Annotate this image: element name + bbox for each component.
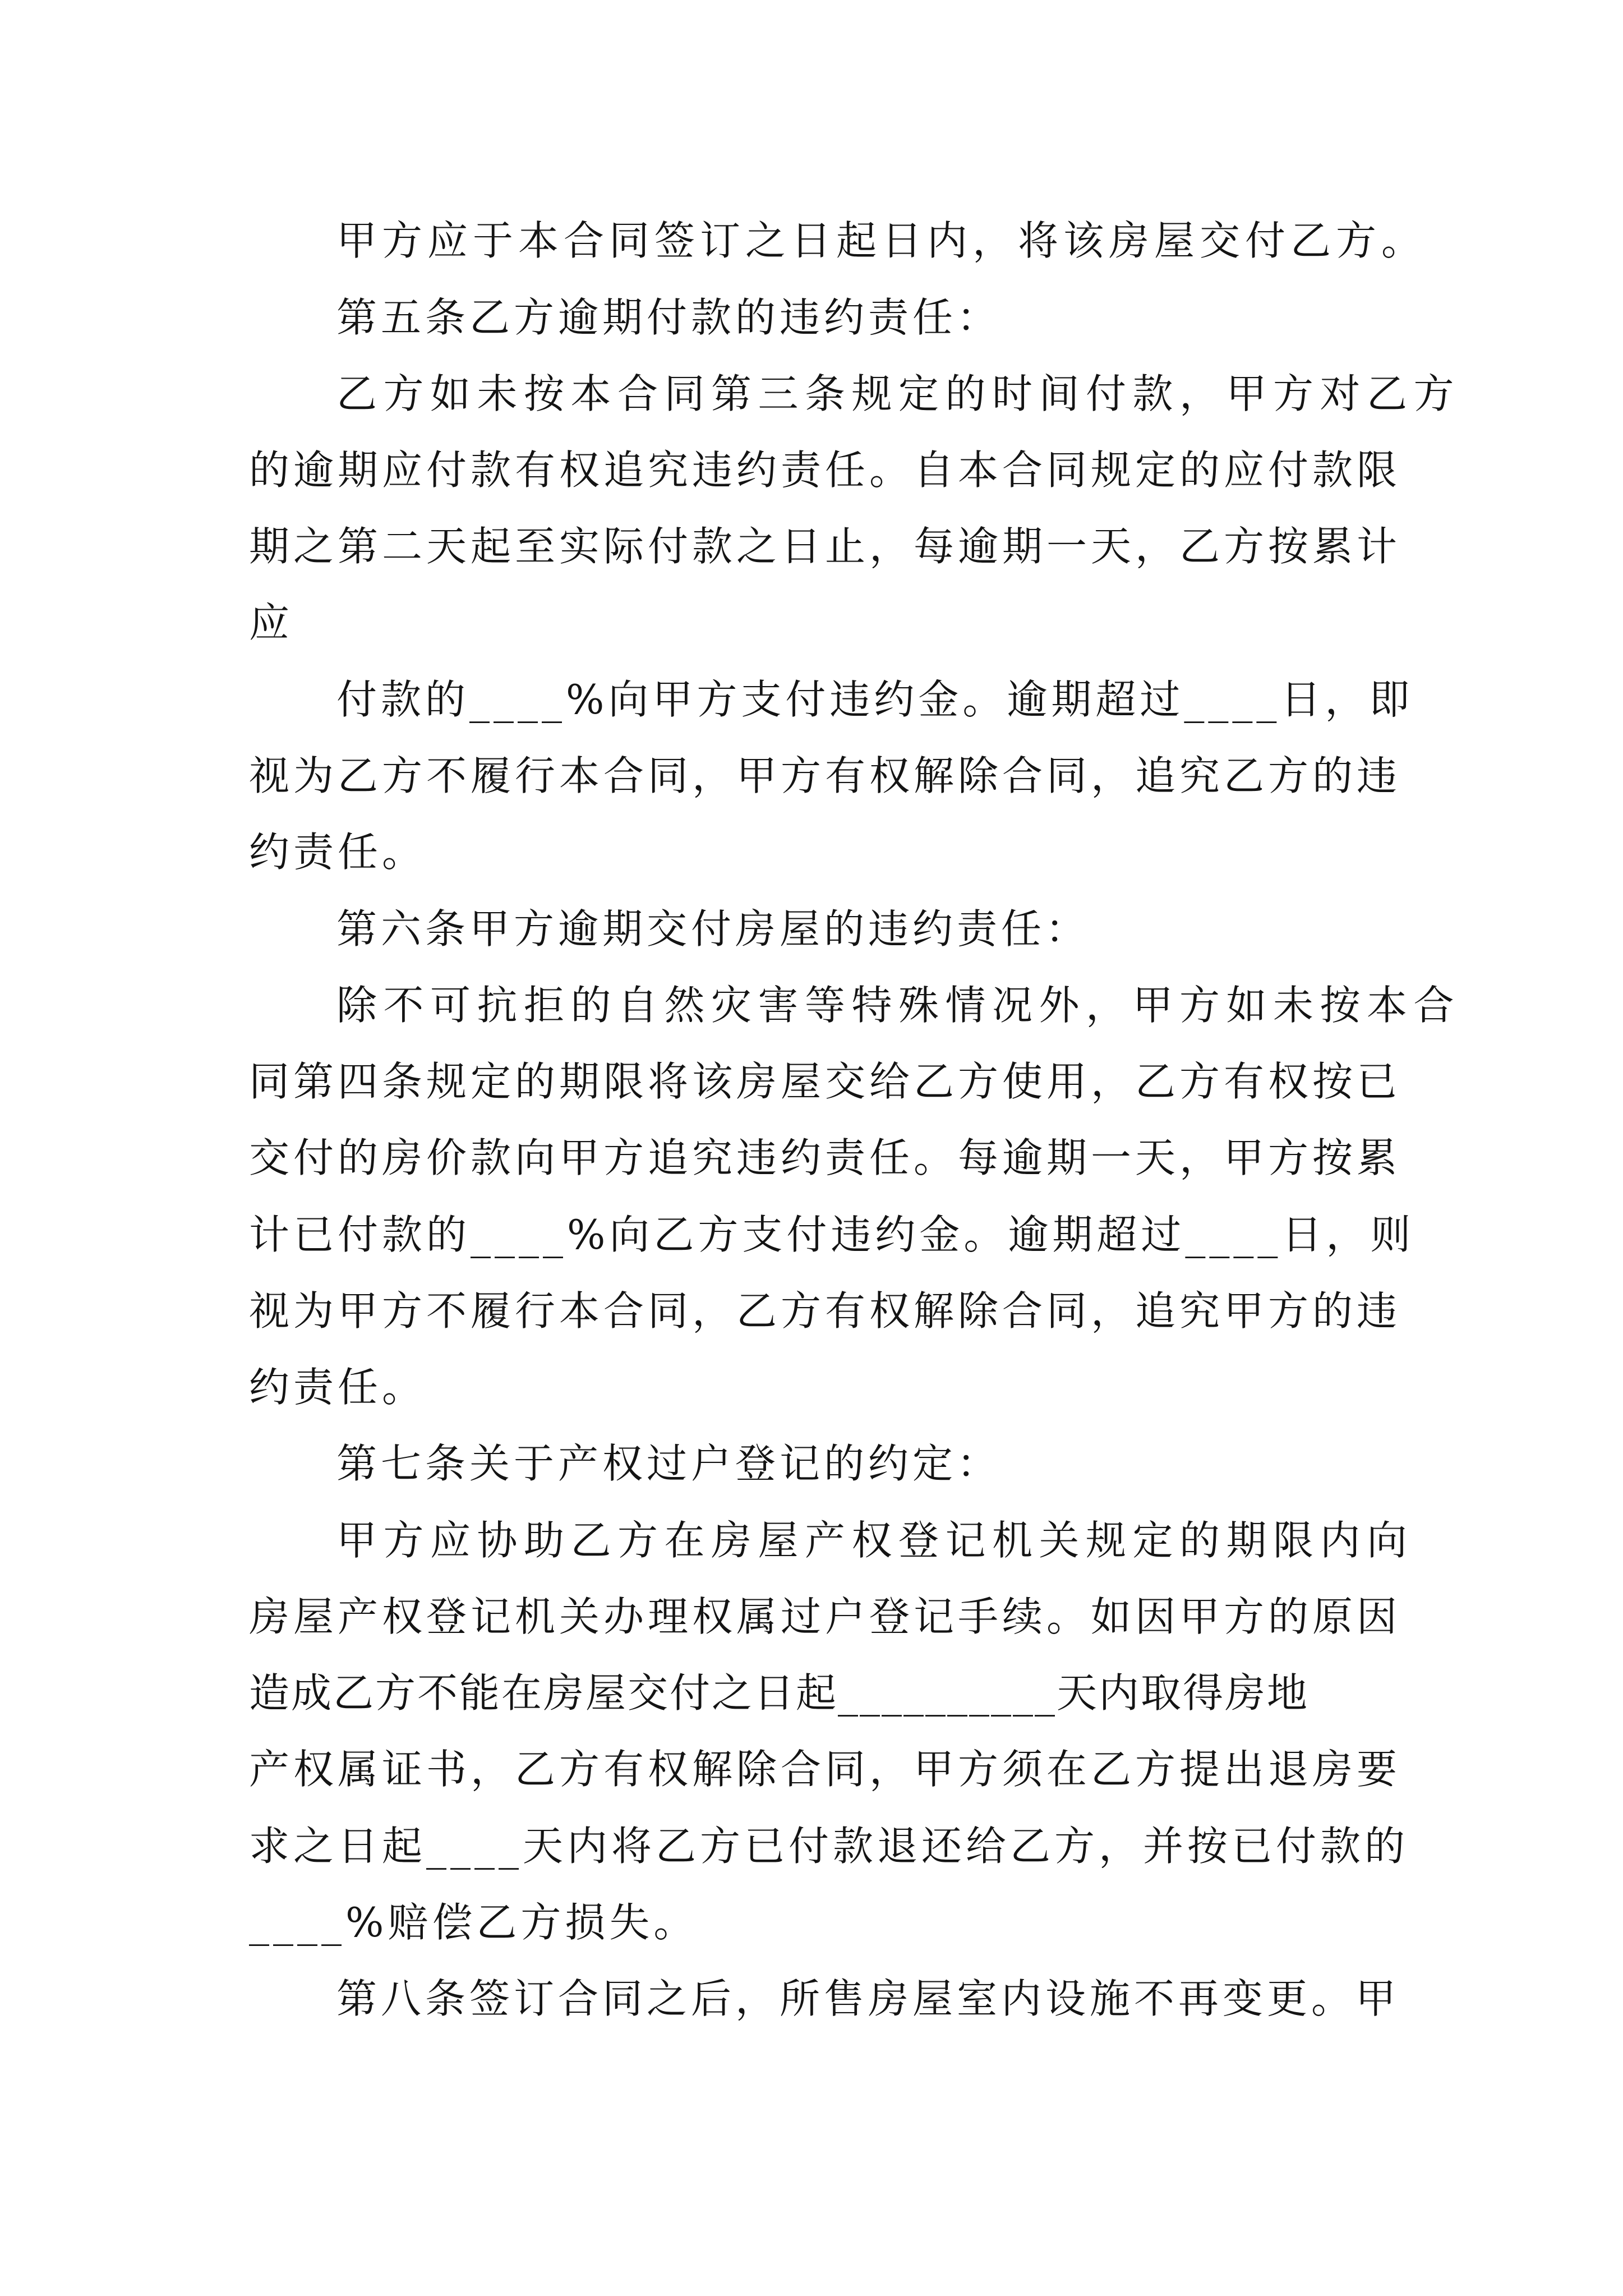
text-line: 视为乙方不履行本合同，甲方有权解除合同，追究乙方的违 bbox=[249, 752, 1401, 799]
text-line: 同第四条规定的期限将该房屋交给乙方使用，乙方有权按已 bbox=[249, 1058, 1401, 1105]
text-line: 甲方应协助乙方在房屋产权登记机关规定的期限内向 bbox=[336, 1517, 1414, 1564]
text-line: 产权属证书，乙方有权解除合同，甲方须在乙方提出退房要 bbox=[249, 1746, 1401, 1793]
text-line: 视为甲方不履行本合同，乙方有权解除合同，追究甲方的违 bbox=[249, 1287, 1401, 1335]
clause-heading: 第七条关于产权过户登记的约定： bbox=[336, 1440, 1002, 1487]
text-line: 约责任。 bbox=[249, 1364, 427, 1411]
text-line: 造成乙方不能在房屋交付之日起__________天内取得房地 bbox=[249, 1669, 1310, 1717]
clause-heading: 第六条甲方逾期交付房屋的违约责任： bbox=[336, 905, 1090, 953]
text-line: 甲方应于本合同签订之日起日内，将该房屋交付乙方。 bbox=[336, 217, 1427, 264]
text-line: 期之第二天起至实际付款之日止，每逾期一天，乙方按累计 bbox=[249, 523, 1401, 570]
clause-heading: 第八条签订合同之后，所售房屋室内设施不再变更。甲 bbox=[336, 1975, 1400, 2022]
text-line: 乙方如未按本合同第三条规定的时间付款，甲方对乙方 bbox=[336, 370, 1461, 417]
text-line: 计已付款的____%向乙方支付违约金。逾期超过____日，则 bbox=[249, 1211, 1415, 1258]
text-line: 付款的____%向甲方支付违约金。逾期超过____日，即 bbox=[336, 676, 1414, 723]
text-line: 交付的房价款向甲方追究违约责任。每逾期一天，甲方按累 bbox=[249, 1134, 1401, 1181]
text-line: 求之日起____天内将乙方已付款退还给乙方，并按已付款的 bbox=[249, 1823, 1409, 1870]
clause-heading: 第五条乙方逾期付款的违约责任： bbox=[336, 294, 1002, 341]
text-line: 约责任。 bbox=[249, 829, 427, 876]
text-line: 除不可抗拒的自然灾害等特殊情况外，甲方如未按本合 bbox=[336, 982, 1461, 1029]
text-line: 应 bbox=[249, 599, 294, 646]
text-line: 的逾期应付款有权追究违约责任。自本合同规定的应付款限 bbox=[249, 447, 1401, 494]
text-line: 房屋产权登记机关办理权属过户登记手续。如因甲方的原因 bbox=[249, 1593, 1401, 1640]
text-line: ____%赔偿乙方损失。 bbox=[249, 1899, 698, 1946]
